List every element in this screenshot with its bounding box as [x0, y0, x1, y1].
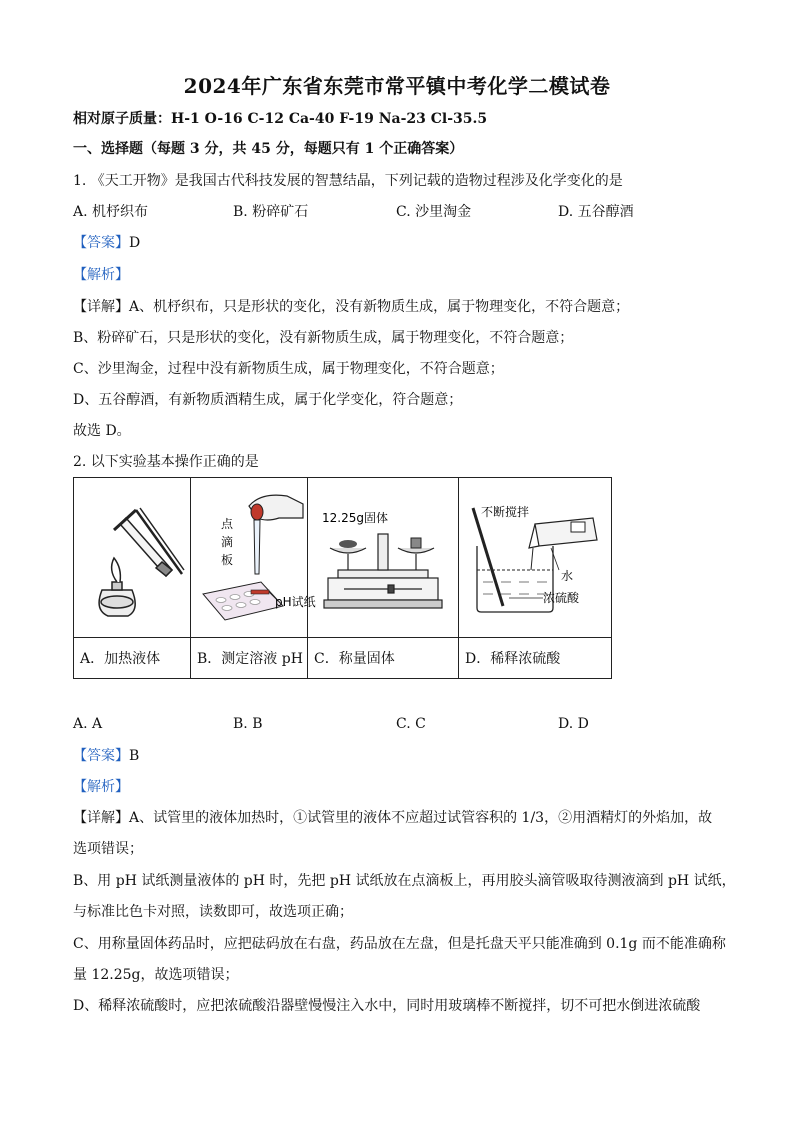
q2-detail-line: 选项错误；	[73, 841, 143, 857]
q1-answer-value: D	[129, 235, 141, 251]
atomic-mass-line: 相对原子质量：H-1 O-16 C-12 Ca-40 F-19 Na-23 Cl-35.5	[73, 111, 488, 127]
section-heading: 一、选择题（每题 3 分，共 45 分，每题只有 1 个正确答案）	[73, 141, 464, 157]
q1-analysis-tag: 【解析】	[73, 267, 129, 283]
caption-b: B．测定溶液 pH	[191, 638, 308, 679]
heating-liquid-figure	[74, 478, 190, 633]
caption-a: A．加热液体	[74, 638, 191, 679]
figure-c-cell	[308, 478, 459, 638]
dilute-acid-figure	[459, 478, 611, 633]
answer-tag: 【答案】	[73, 235, 129, 251]
q2-option-d: D. D	[558, 716, 589, 732]
q2-answer	[73, 746, 139, 766]
acid-label: 浓硫酸	[543, 591, 580, 605]
q2-detail-line: C、用称量固体药品时，应把砝码放在右盘，药品放在左盘，但是托盘天平只能准确到 0.1g 而不能准确称	[73, 936, 726, 952]
solid-mass-label: 12.25g固体	[322, 511, 388, 525]
q2-detail-line: B、用 pH 试纸测量液体的 pH 时，先把 pH 试纸放在点滴板上，再用胶头滴管吸取待测液滴到 pH 试纸，	[73, 873, 736, 889]
q2-detail-line: 与标准比色卡对照，读数即可，故选项正确；	[73, 904, 353, 920]
q1-option-a: A. 机杼织布	[73, 204, 149, 220]
q1-detail-line: D、五谷醇酒，有新物质酒精生成，属于化学变化，符合题意；	[73, 392, 463, 408]
q1-detail-line: C、沙里淘金，过程中没有新物质生成，属于物理变化，不符合题意；	[73, 361, 504, 377]
q2-figure-table	[73, 477, 612, 679]
q1-option-d: D. 五谷醇酒	[558, 204, 634, 220]
q2-option-a: A. A	[73, 716, 103, 732]
stir-label: 不断搅拌	[481, 505, 530, 519]
figure-a-cell	[74, 478, 191, 638]
q2-option-b: B. B	[233, 716, 263, 732]
q1-answer	[73, 233, 140, 253]
q1-detail-line: 【详解】A、机杼织布，只是形状的变化，没有新物质生成，属于物理变化，不符合题意；	[73, 299, 630, 315]
q2-detail-line: 量 12.25g，故选项错误；	[73, 967, 239, 983]
spot-plate-label-2: 滴	[221, 535, 234, 549]
q2-detail-line: 【详解】A、试管里的液体加热时，①试管里的液体不应超过试管容积的 1/3，②用酒精灯的外焰加，故	[73, 810, 713, 826]
q1-option-b: B. 粉碎矿石	[233, 204, 309, 220]
spot-plate-label-1: 点	[221, 517, 234, 531]
balance-figure	[308, 478, 458, 633]
q1-detail-line: B、粉碎矿石，只是形状的变化，没有新物质生成，属于物理变化，不符合题意；	[73, 330, 574, 346]
spot-plate-label-3: 板	[221, 553, 234, 567]
caption-c: C．称量固体	[308, 638, 459, 679]
q2-detail-line: D、稀释浓硫酸时，应把浓硫酸沿器壁慢慢注入水中，同时用玻璃棒不断搅拌，切不可把水倒进浓硫酸	[73, 998, 701, 1014]
q2-option-c: C. C	[396, 716, 426, 732]
water-label: 水	[561, 569, 574, 583]
caption-d: D．稀释浓硫酸	[459, 638, 612, 679]
ph-test-figure	[191, 478, 316, 633]
q1-stem: 1. 《天工开物》是我国古代科技发展的智慧结晶，下列记载的造物过程涉及化学变化的是	[73, 173, 623, 189]
figure-b-cell	[191, 478, 316, 638]
q1-detail-line: 故选 D。	[73, 423, 131, 439]
figure-d-cell	[459, 478, 612, 638]
q2-answer-value: B	[129, 748, 140, 764]
q2-analysis-tag: 【解析】	[73, 779, 129, 795]
page-title: 2024年广东省东莞市常平镇中考化学二模试卷	[183, 74, 611, 98]
q1-option-c: C. 沙里淘金	[396, 204, 472, 220]
ph-paper-label: pH试纸	[275, 595, 316, 609]
answer-tag: 【答案】	[73, 748, 129, 764]
q2-stem: 2. 以下实验基本操作正确的是	[73, 454, 259, 470]
